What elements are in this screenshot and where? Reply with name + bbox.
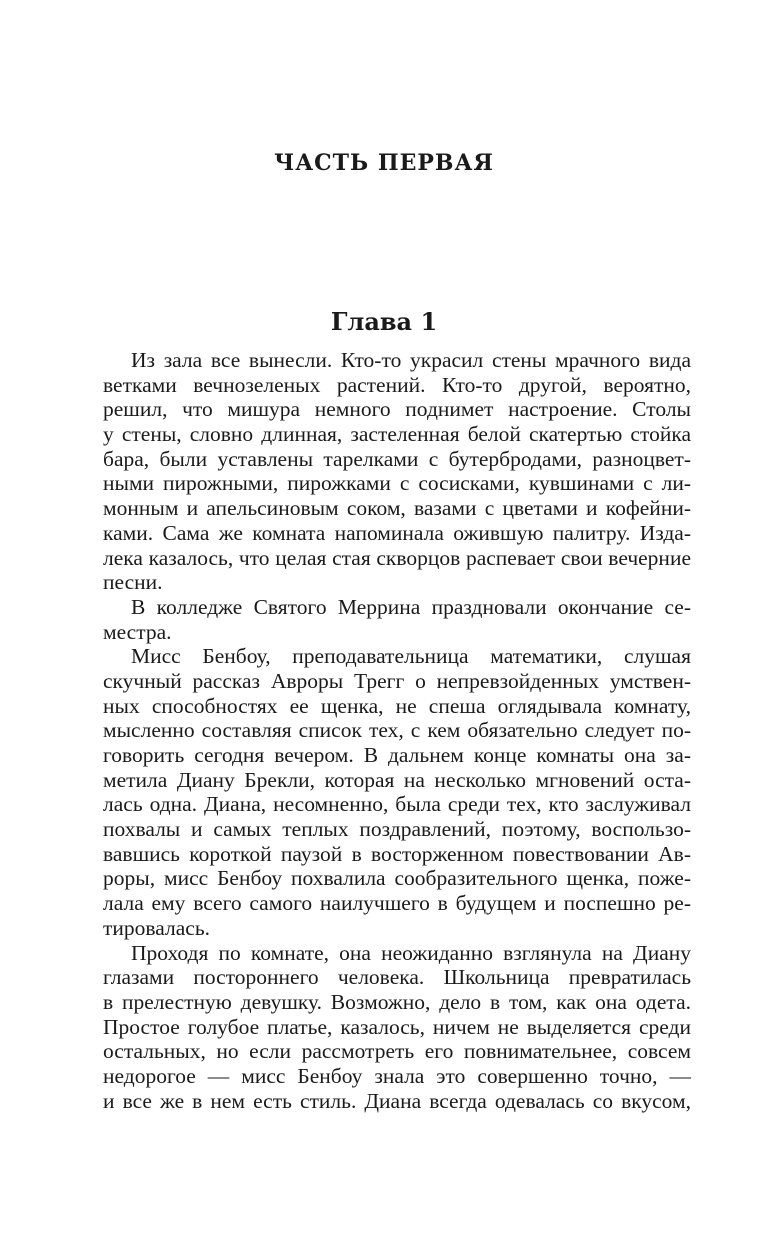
text-line: скучный рассказ Авроры Трегг о непревзойденных умствен-: [103, 668, 691, 693]
chapter-title: Глава 1: [330, 307, 438, 336]
text-line: песни.: [103, 570, 163, 595]
text-line: у стены, словно длинная, застеленная белой скатертью стойка: [103, 422, 691, 447]
paragraph-4: [103, 941, 691, 1114]
text-line: местра.: [103, 619, 172, 644]
paragraph-2: [103, 595, 691, 644]
text-line: лала ему всего самого наилучшего в будущем и поспешно ре-: [103, 891, 691, 916]
text-line: говорить сегодня вечером. В дальнем конце комнаты она за-: [103, 743, 691, 767]
paragraph-3: [103, 644, 691, 940]
text-line: вавшись короткой паузой в восторженном повествовании Ав-: [103, 841, 691, 866]
chapter-body: [103, 348, 691, 1113]
text-line: бара, были уставлены тарелками с бутербродами, разноцвет-: [103, 446, 691, 471]
text-line: лась одна. Диана, несомненно, была среди тех, кто заслуживал: [103, 792, 691, 817]
text-line: похвалы и самых теплых поздравлений, поэтому, воспользо-: [103, 817, 691, 842]
text-line: решил, что мишура немного поднимет настроение. Столы: [103, 397, 691, 422]
text-line: роры, мисс Бенбоу похвалила сообразительного щенка, поже-: [103, 866, 691, 891]
text-line: ками. Сама же комната напоминала ожившую палитру. Изда-: [103, 520, 691, 545]
paragraph-1: [103, 348, 691, 595]
text-line: ветками вечнозеленых растений. Кто-то другой, вероятно,: [103, 372, 691, 397]
text-line: В колледже Святого Меррина праздновали окончание се-: [131, 594, 691, 619]
text-line: недорогое — мисс Бенбоу знала это совершенно точно, —: [103, 1063, 691, 1088]
text-line: тировалась.: [103, 915, 210, 940]
text-line: глазами постороннего человека. Школьница превратилась: [103, 965, 691, 990]
text-line: Мисс Бенбоу, преподавательница математики, слушая: [131, 644, 691, 669]
text-line: ных способностях ее щенка, не спеша оглядывала комнату,: [103, 693, 691, 718]
text-line: лека казалось, что целая стая скворцов распевает свои вечерние: [103, 545, 691, 570]
text-line: мысленно составляя список тех, с кем обязательно следует по-: [103, 718, 691, 743]
text-line: Проходя по комнате, она неожиданно взглянула на Диану: [131, 940, 691, 965]
part-title: ЧАСТЬ ПЕРВАЯ: [274, 150, 494, 176]
text-line: ными пирожными, пирожками с сосисками, кувшинами с ли-: [103, 471, 691, 496]
text-line: остальных, но если рассмотреть его повнимательнее, совсем: [103, 1039, 691, 1064]
text-line: метила Диану Брекли, которая на несколько мгновений оста-: [103, 767, 691, 792]
text-line: монным и апельсиновым соком, вазами с цветами и кофейни-: [103, 496, 691, 521]
text-line: в прелестную девушку. Возможно, дело в том, как она одета.: [103, 989, 691, 1014]
text-line: и все же в нем есть стиль. Диана всегда одевалась со вкусом,: [103, 1088, 691, 1113]
text-line: Простое голубое платье, казалось, ничем не выделяется среди: [103, 1014, 691, 1039]
text-line: Из зала все вынесли. Кто-то украсил стены мрачного вида: [131, 348, 691, 372]
